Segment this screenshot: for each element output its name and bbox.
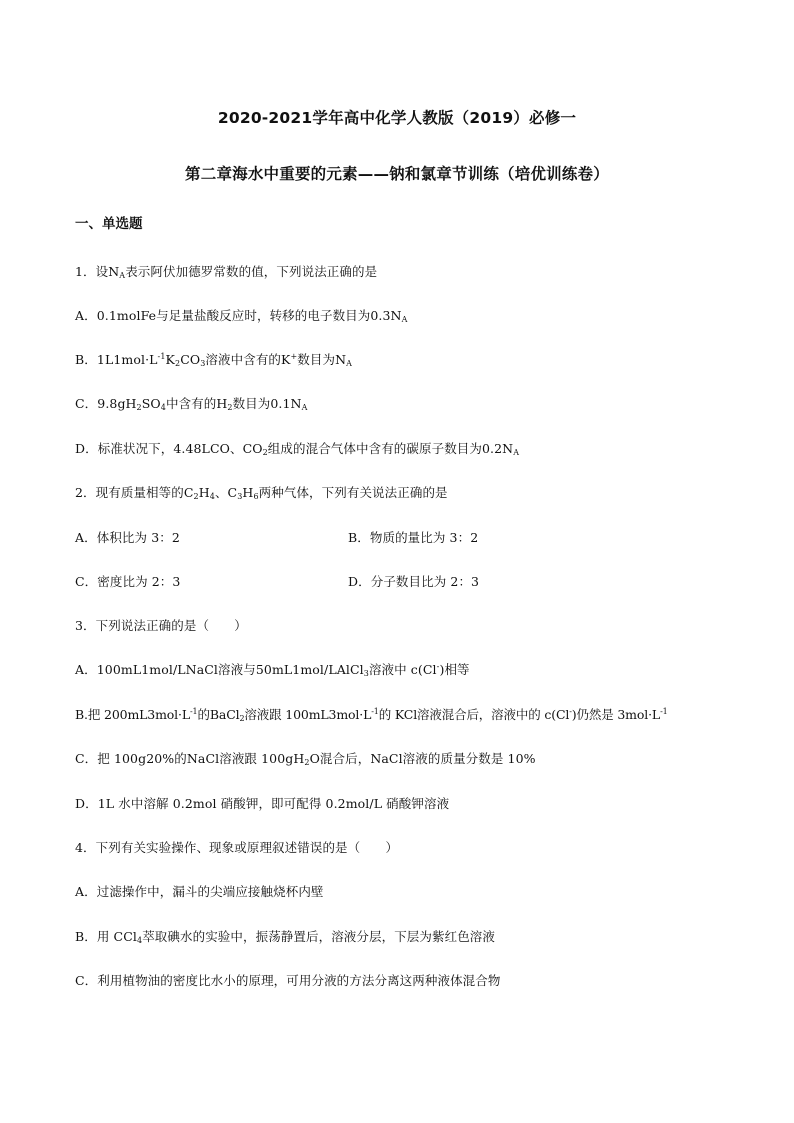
question-3-option-d: D．1L 水中溶解 0.2mol 硝酸钾，即可配得 0.2mol/L 硝酸钾溶液	[75, 796, 450, 811]
question-4-stem: 4．下列有关实验操作、现象或原理叙述错误的是（ ）	[75, 840, 399, 855]
question-2-option-d: D．分子数目比为 2：3	[348, 574, 480, 589]
question-2-stem: 2．现有质量相等的$C_2H_4$、$C_3H_6$两种气体，下列有关说法正确的是	[75, 485, 448, 501]
question-2-option-a: A．体积比为 3：2	[75, 530, 180, 545]
question-4-option-c: C．利用植物油的密度比水小的原理，可用分液的方法分离这两种液体混合物	[75, 973, 501, 988]
question-3-stem: 3．下列说法正确的是（ ）	[75, 618, 247, 633]
question-1-option-b: B．$1L1mol\cdot L^{-1}K_2CO_3$溶液中含有的K+数目为$N_A$	[75, 352, 353, 368]
document-title-line1: 2020-2021学年高中化学人教版（2019）必修一	[217, 109, 577, 127]
document-title-line2: 第二章海水中重要的元素——钠和氯章节训练（培优训练卷）	[185, 165, 609, 183]
question-1-option-c: C．$9.8gH_2SO_4$中含有的$H_2$数目为$0.1N_A$	[75, 396, 308, 412]
question-2-option-b: B．物质的量比为 3：2	[348, 530, 479, 545]
question-1-option-d: D．标准状况下，4.48LCO、$CO_2$组成的混合气体中含有的碳原子数目为$0.2N_A$	[75, 441, 520, 457]
question-4-option-b: B．用 CCl$_4$萃取碘水的实验中，振荡静置后，溶液分层，下层为紫红色溶液	[75, 929, 496, 945]
question-3-option-b: B.把 $200mL3mol\cdot L^{-1}$的BaCl$_2$溶液跟 $100mL3mol\cdot L^{-1}$的 KCl溶液混合后，溶液中的 c(Cl-)仍然是 $3mol\cdot L^{-1}$	[75, 707, 668, 723]
section-heading: 一、单选题	[75, 216, 143, 232]
question-3-option-a: A．100mL1mol/LNaCl溶液与50mL1mol/LAlCl$_3$溶液中 c(Cl-)相等	[75, 662, 470, 678]
question-1-option-a: A．0.1molFe与足量盐酸反应时，转移的电子数目为$0.3N_A$	[75, 308, 408, 324]
question-1-stem: 1．设$N_A$表示阿伏加德罗常数的值，下列说法正确的是	[75, 264, 378, 280]
question-3-option-c: C．把 100g20%的NaCl溶液跟 $100gH_2O$混合后，NaCl溶液的质量分数是 10%	[75, 751, 536, 767]
question-4-option-a: A．过滤操作中，漏斗的尖端应接触烧杯内壁	[75, 884, 324, 899]
question-2-option-c: C．密度比为 2：3	[75, 574, 181, 589]
